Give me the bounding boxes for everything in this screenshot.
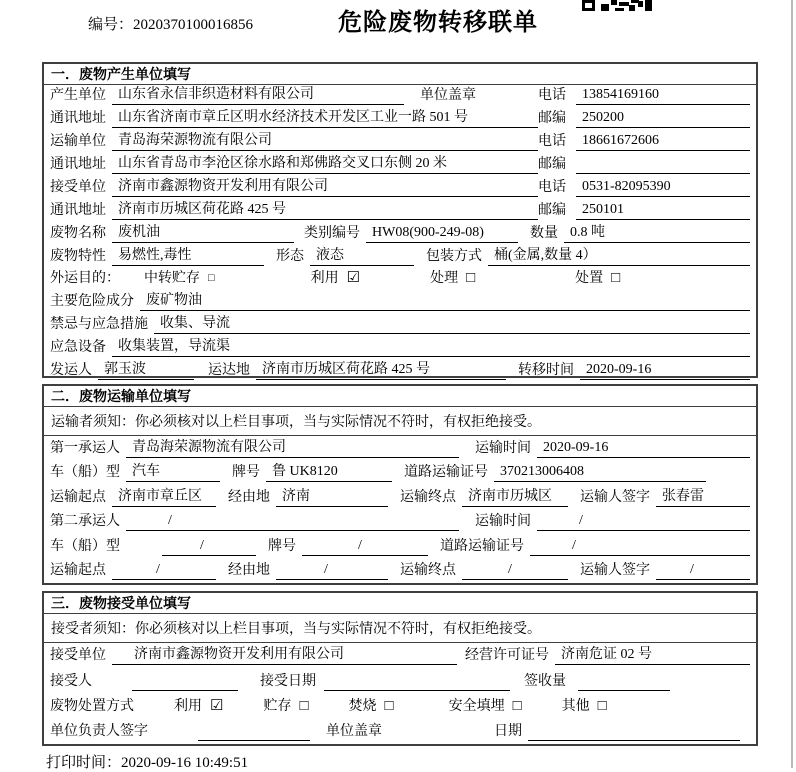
row-emergency-measures	[44, 314, 756, 337]
route-via-label: 经由地	[228, 563, 270, 578]
form-state-value: 液态	[310, 246, 414, 266]
second-route-end-value: /	[462, 560, 568, 580]
plate-label: 牌号	[268, 538, 296, 554]
row-accept-person	[44, 668, 756, 693]
accept-date-label: 接受日期	[260, 673, 316, 689]
vehicle-type-value: 汽车	[126, 462, 220, 482]
page-title: 危险废物转移联单	[338, 9, 538, 36]
purpose-dispose-checkbox-icon: □	[611, 270, 621, 286]
disposal-landfill-checkbox-icon: □	[512, 697, 522, 714]
responsible-sign-value	[198, 722, 310, 741]
section-receiver	[42, 591, 758, 746]
road-permit-value: 370213006408	[494, 462, 706, 482]
purpose-option-treat-label: 处理	[430, 271, 459, 286]
waste-character-value: 易燃性,毒性	[112, 246, 264, 266]
producer-zip-value: 250200	[576, 108, 750, 128]
transport-time-label: 运输时间	[475, 440, 531, 456]
row-waste-name	[44, 223, 756, 246]
section-transport-title: 二．废物运输单位填写	[44, 386, 756, 407]
producer-address-value: 山东省济南市章丘区明水经济技术开发区工业一路 501 号	[112, 108, 538, 128]
serial-value: 2020370100016856	[133, 17, 254, 33]
row-receiver-unit	[44, 177, 756, 200]
receiver-address-value: 济南市历城区荷花路 425 号	[112, 200, 538, 220]
disposal-utilize-label: 利用	[174, 698, 202, 714]
row-waste-character	[44, 246, 756, 269]
road-permit-label: 道路运输证号	[404, 465, 488, 480]
phone-label: 电话	[538, 180, 566, 195]
accept-unit-label: 接受单位	[50, 648, 106, 664]
accept-unit-value: 济南市鑫源物资开发利用有限公司	[112, 645, 457, 665]
disposal-incinerate-label: 焚烧	[348, 698, 377, 714]
print-time-line	[46, 751, 248, 772]
license-label: 经营许可证号	[465, 648, 549, 664]
phone-label: 电话	[538, 88, 566, 103]
category-code-value: HW08(900-249-08)	[366, 223, 518, 243]
responsible-sign-label: 单位负责人签字	[50, 724, 148, 739]
zip-label: 邮编	[538, 111, 566, 126]
producer-phone-value: 13854169160	[576, 85, 750, 105]
row-hazard-component	[44, 291, 756, 314]
emergency-equipment-label: 应急设备	[50, 340, 106, 355]
row-producer-address	[44, 108, 756, 131]
row-responsible-sign	[44, 719, 756, 744]
section-producer	[42, 62, 758, 378]
quantity-label: 数量	[530, 226, 558, 241]
transport-phone-value: 18661672606	[576, 131, 750, 151]
emergency-measures-label: 禁忌与应急措施	[50, 317, 148, 332]
second-carrier-sign-value: /	[656, 560, 750, 580]
route-via-label: 经由地	[228, 489, 270, 505]
route-via-value: 济南	[276, 487, 388, 507]
received-amount-label: 签收量	[524, 673, 566, 689]
vehicle-type-label: 车（船）型	[50, 465, 120, 480]
second-vehicle-type-value: /	[162, 536, 256, 556]
waste-name-label: 废物名称	[50, 226, 106, 241]
hazard-component-label: 主要危险成分	[50, 294, 134, 309]
accept-person-value	[132, 672, 238, 691]
vehicle-type-label: 车（船）型	[50, 538, 120, 554]
accept-date-value	[324, 672, 510, 691]
route-start-label: 运输起点	[50, 489, 106, 505]
row-dispatch	[44, 360, 756, 383]
license-value: 济南危证 02 号	[555, 645, 750, 665]
receiver-notice: 接受者须知：你必须核对以上栏目事项，当与实际情况不符时，有权拒绝接受。	[44, 614, 756, 643]
carrier-sign-value: 张春雷	[656, 487, 750, 507]
phone-label: 电话	[538, 134, 566, 149]
producer-unit-label: 产生单位	[50, 88, 106, 103]
route-end-value: 济南市历城区	[462, 487, 568, 507]
route-start-value: 济南市章丘区	[112, 487, 216, 507]
serial-label: 编号：	[88, 17, 134, 33]
category-code-label: 类别编号	[304, 226, 360, 241]
disposal-other-checkbox-icon: □	[597, 697, 607, 714]
disposal-store-label: 贮存	[263, 698, 292, 714]
quantity-value: 0.8 吨	[564, 223, 750, 243]
second-transport-time-value: /	[537, 511, 750, 531]
transport-time-label: 运输时间	[475, 514, 531, 529]
transfer-date-value: 2020-09-16	[580, 360, 750, 380]
form-state-label: 形态	[276, 249, 304, 264]
accept-person-label: 接受人	[50, 673, 92, 689]
producer-unit-value: 山东省永信非织造材料有限公司	[112, 85, 404, 105]
purpose-option-storage-label: 中转贮存	[144, 271, 200, 286]
waste-name-value: 废机油	[112, 223, 294, 243]
section-producer-title: 一．废物产生单位填写	[44, 64, 756, 85]
emergency-equipment-value: 收集装置，导流渠	[112, 337, 750, 357]
row-accept-unit	[44, 643, 756, 668]
destination-label: 运达地	[208, 363, 250, 378]
window-right-edge	[791, 0, 793, 768]
transport-unit-value: 青岛海荣源物流有限公司	[112, 131, 538, 151]
transport-unit-label: 运输单位	[50, 134, 106, 149]
purpose-storage-checkbox-icon: □	[208, 272, 215, 284]
row-second-carrier	[44, 510, 756, 535]
sign-date-value	[528, 722, 740, 741]
first-carrier-value: 青岛海荣源物流有限公司	[126, 438, 459, 458]
address-label: 通讯地址	[50, 111, 106, 126]
transport-notice: 运输者须知：你必须核对以上栏目事项，当与实际情况不符时，有权拒绝接受。	[44, 407, 756, 436]
disposal-incinerate-checkbox-icon: □	[384, 697, 394, 714]
receiver-unit-value: 济南市鑫源物资开发利用有限公司	[112, 177, 538, 197]
address-label: 通讯地址	[50, 157, 106, 172]
receiver-unit-label: 接受单位	[50, 180, 106, 195]
waste-character-label: 废物特性	[50, 249, 106, 264]
route-end-label: 运输终点	[400, 489, 456, 505]
row-transfer-purpose	[44, 269, 756, 291]
row-producer-unit	[44, 85, 756, 108]
second-route-start-value: /	[112, 560, 216, 580]
row-first-vehicle	[44, 461, 756, 486]
destination-value: 济南市历城区荷花路 425 号	[256, 360, 506, 380]
dispatcher-label: 发运人	[50, 363, 92, 378]
zip-label: 邮编	[538, 203, 566, 218]
row-emergency-equipment	[44, 337, 756, 360]
first-carrier-label: 第一承运人	[50, 440, 120, 456]
package-label: 包装方式	[426, 249, 482, 264]
road-permit-label: 道路运输证号	[440, 538, 524, 554]
transport-address-value: 山东省青岛市李沧区徐水路和郑佛路交叉口东侧 20 米	[112, 154, 538, 174]
purpose-utilize-checkbox-icon: ☑	[346, 270, 361, 286]
row-transport-unit	[44, 131, 756, 154]
purpose-treat-checkbox-icon: □	[466, 270, 476, 286]
package-value: 桶(金属,数量 4）	[488, 246, 750, 266]
plate-value: 鲁 UK8120	[266, 462, 392, 482]
purpose-option-utilize-label: 利用	[310, 271, 339, 286]
row-receiver-address	[44, 200, 756, 223]
unit-seal-label: 单位盖章	[420, 88, 476, 103]
purpose-label: 外运目的：	[50, 271, 120, 286]
receiver-zip-value: 250101	[576, 200, 750, 220]
zip-label: 邮编	[538, 157, 566, 172]
disposal-landfill-label: 安全填埋	[448, 698, 505, 714]
second-carrier-label: 第二承运人	[50, 514, 120, 529]
transfer-date-label: 转移时间	[518, 363, 574, 378]
second-plate-value: /	[302, 536, 428, 556]
disposal-store-checkbox-icon: □	[299, 697, 309, 714]
section-receiver-title: 三．废物接受单位填写	[44, 593, 756, 614]
route-end-label: 运输终点	[400, 563, 456, 578]
purpose-option-dispose-label: 处置	[575, 271, 604, 286]
transport-zip-value	[576, 155, 750, 174]
print-time-value: 2020-09-16 10:49:51	[121, 755, 249, 771]
print-time-label: 打印时间：	[46, 755, 122, 771]
row-first-route	[44, 485, 756, 510]
disposal-method-label: 废物处置方式	[50, 698, 134, 714]
hazard-component-value: 废矿物油	[140, 291, 750, 311]
emergency-measures-value: 收集、导流	[154, 314, 750, 334]
carrier-sign-label: 运输人签字	[580, 489, 650, 505]
receiver-phone-value: 0531-82095390	[576, 177, 750, 197]
first-transport-time-value: 2020-09-16	[537, 438, 750, 458]
row-transport-address	[44, 154, 756, 177]
received-amount-value	[578, 672, 670, 691]
section-transport	[42, 384, 758, 585]
row-second-route	[44, 559, 756, 584]
carrier-sign-label: 运输人签字	[580, 563, 650, 578]
disposal-utilize-checkbox-icon: ☑	[210, 697, 224, 714]
sign-date-label: 日期	[494, 724, 522, 739]
route-start-label: 运输起点	[50, 563, 106, 578]
qr-code-fragment-icon	[582, 0, 652, 11]
second-carrier-value: /	[126, 511, 459, 531]
row-disposal-method	[44, 694, 756, 719]
row-second-vehicle	[44, 534, 756, 559]
dispatcher-value: 郭玉波	[98, 360, 194, 380]
unit-seal-label: 单位盖章	[326, 724, 382, 739]
disposal-other-label: 其他	[561, 698, 590, 714]
plate-label: 牌号	[232, 465, 260, 480]
second-road-permit-value: /	[530, 536, 750, 556]
second-route-via-value: /	[276, 560, 388, 580]
address-label: 通讯地址	[50, 203, 106, 218]
row-first-carrier	[44, 436, 756, 461]
